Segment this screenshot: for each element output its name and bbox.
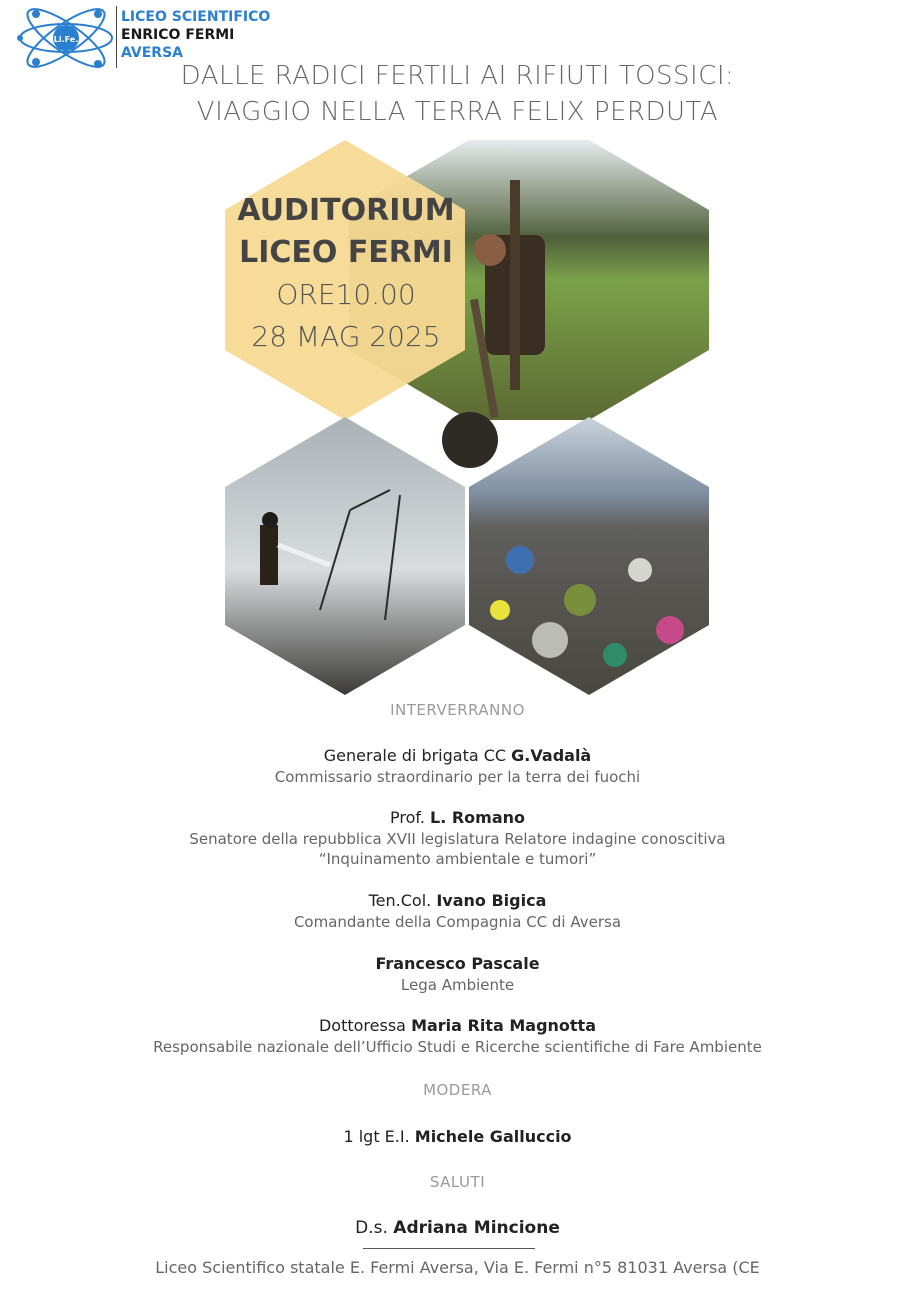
footer-divider xyxy=(363,1248,535,1249)
moderator xyxy=(0,1126,915,1148)
speakers-heading: INTERVERRANNO xyxy=(390,701,525,719)
moderator-name-line xyxy=(0,1126,915,1148)
logo-badge: Li.Fe. xyxy=(53,35,79,44)
logo-line-2: ENRICO FERMI xyxy=(121,27,235,43)
speaker-4 xyxy=(0,953,915,995)
speaker-3-title: Ten.Col. xyxy=(368,891,437,910)
speaker-3-name-line xyxy=(0,890,915,912)
title-line-1: DALLE RADICI FERTILI AI RIFIUTI TOSSICI: xyxy=(180,61,735,91)
page-title xyxy=(0,58,915,130)
greeting-name: Adriana Mincione xyxy=(393,1218,560,1238)
speaker-1-role: Commissario straordinario per la terra dei fuochi xyxy=(274,768,641,786)
event-date: 28 MAG 2025 xyxy=(251,320,441,353)
speaker-1 xyxy=(0,745,915,787)
moderator-name: Michele Galluccio xyxy=(414,1127,572,1146)
event-place-line-1: AUDITORIUM xyxy=(237,193,455,228)
greeting-name-line xyxy=(0,1217,915,1239)
speaker-2-name: L. Romano xyxy=(430,808,526,827)
speaker-4-name-line xyxy=(0,953,915,975)
speaker-4-name: Francesco Pascale xyxy=(375,954,540,973)
logo-line-3: AVERSA xyxy=(121,45,183,61)
event-time: ORE10.00 xyxy=(276,278,416,311)
speaker-3-role: Comandante della Compagnia CC di Aversa xyxy=(293,913,622,931)
speaker-2-role-cont: “Inquinamento ambientale e tumori” xyxy=(318,850,597,868)
title-line-2: VIAGGIO NELLA TERRA FELIX PERDUTA xyxy=(196,97,719,127)
speaker-1-name-line xyxy=(0,745,915,767)
speaker-2 xyxy=(0,807,915,869)
event-place-line-2: LICEO FERMI xyxy=(239,235,453,270)
waste-photo-hexagon xyxy=(469,417,709,695)
greeting-title: D.s. xyxy=(355,1218,394,1238)
speaker-5-role: Responsabile nazionale dell’Ufficio Studi e Ricerche scientifiche di Fare Ambiente xyxy=(153,1038,762,1056)
speaker-1-name: G.Vadalà xyxy=(511,746,592,765)
speaker-3-name: Ivano Bigica xyxy=(436,891,547,910)
logo-text xyxy=(121,8,270,62)
speaker-5-name: Maria Rita Magnotta xyxy=(411,1016,596,1035)
speaker-5-name-line xyxy=(0,1015,915,1037)
moderator-title: 1 lgt E.I. xyxy=(343,1127,415,1146)
greetings-heading: SALUTI xyxy=(429,1173,486,1191)
speaker-1-title: Generale di brigata CC xyxy=(323,746,512,765)
speaker-4-role: Lega Ambiente xyxy=(400,976,515,994)
event-info xyxy=(226,190,466,358)
moderator-heading: MODERA xyxy=(423,1081,492,1099)
speaker-2-name-line xyxy=(0,807,915,829)
speaker-2-title: Prof. xyxy=(389,808,430,827)
speaker-5-title: Dottoressa xyxy=(318,1016,412,1035)
speaker-3 xyxy=(0,890,915,932)
footer-address: Liceo Scientifico statale E. Fermi Aversa, Via E. Fermi n°5 81031 Aversa (CE xyxy=(155,1258,760,1277)
speaker-2-role: Senatore della repubblica XVII legislatura Relatore indagine conoscitiva xyxy=(189,830,726,848)
speaker-5 xyxy=(0,1015,915,1057)
logo-line-1: LICEO SCIENTIFICO xyxy=(121,9,271,25)
greeting xyxy=(0,1217,915,1239)
